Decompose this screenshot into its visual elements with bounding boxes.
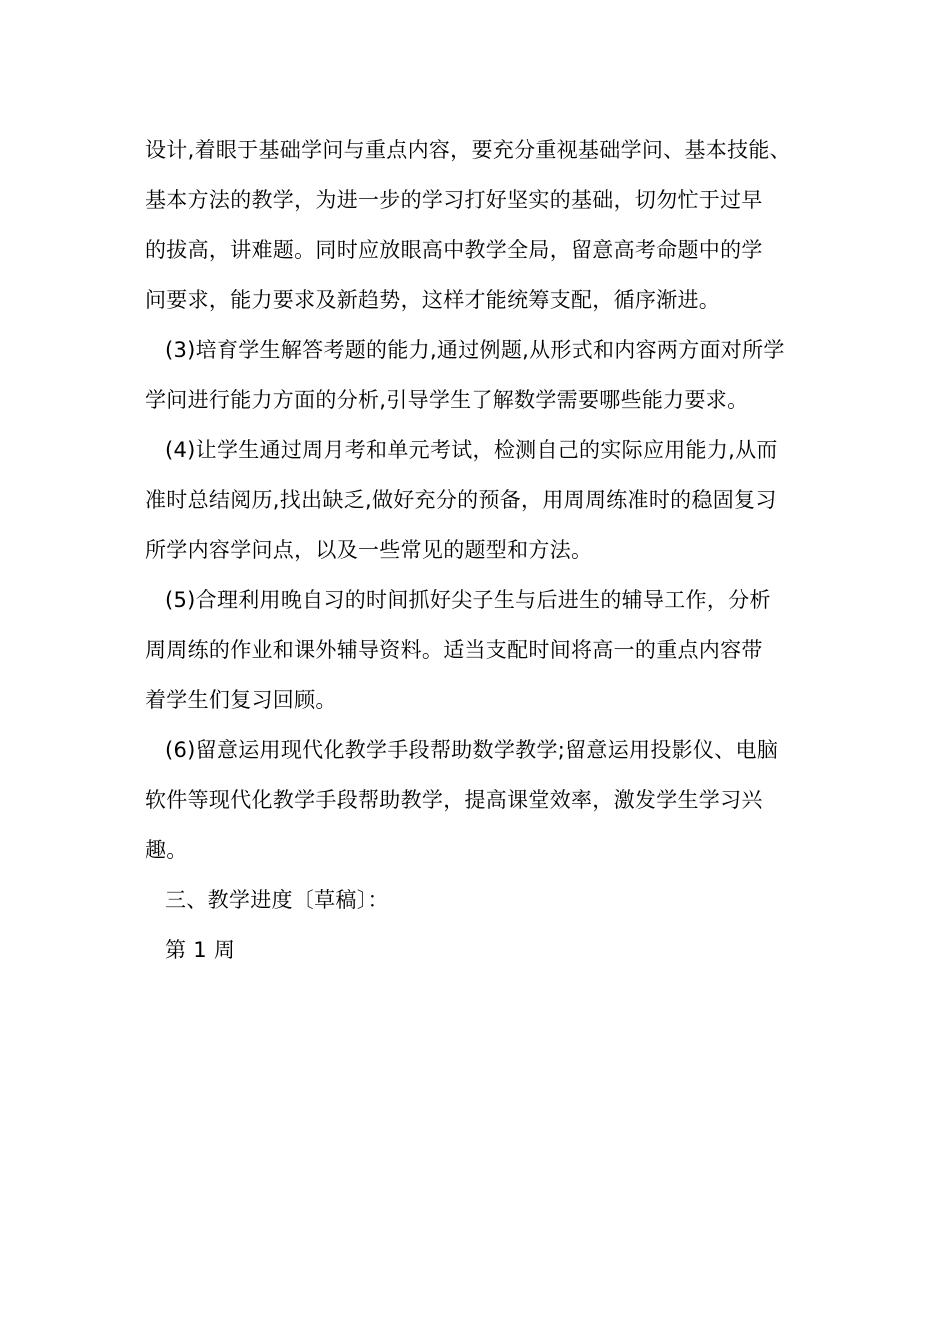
body-text-line: 学问进行能力方面的分析,引导学生了解数学需要哪些能力要求。 xyxy=(145,388,749,412)
body-text-line: 问要求，能力要求及新趋势，这样才能统筹支配，循序渐进。 xyxy=(145,288,721,312)
body-text-line: (3)培育学生解答考题的能力,通过例题,从形式和内容两方面对所学 xyxy=(165,338,785,362)
body-text-line: 准时总结阅历,找出缺乏,做好充分的预备，用周周练准时的稳固复习 xyxy=(145,488,777,512)
body-text-line: 趣。 xyxy=(145,838,188,862)
body-text-line: (5)合理利用晚自习的时间抓好尖子生与后进生的辅导工作，分析 xyxy=(165,588,771,612)
week-label: 第 1 周 xyxy=(165,938,236,962)
body-text-line: 所学内容学问点，以及一些常见的题型和方法。 xyxy=(145,538,593,562)
body-text-line: 周周练的作业和课外辅导资料。适当支配时间将高一的重点内容带 xyxy=(145,638,763,662)
body-text-line: (4)让学生通过周月考和单元考试，检测自己的实际应用能力,从而 xyxy=(165,438,778,462)
body-text-line: 的拔高，讲难题。同时应放眼高中教学全局，留意高考命题中的学 xyxy=(145,238,763,262)
body-text-line: 设计,着眼于基础学问与重点内容，要充分重视基础学问、基本技能、 xyxy=(145,138,791,162)
body-text-line: (6)留意运用现代化教学手段帮助数学教学;留意运用投影仪、电脑 xyxy=(165,738,779,762)
body-text-line: 着学生们复习回顾。 xyxy=(145,688,337,712)
section-heading: 三、教学进度〔草稿〕： xyxy=(165,888,389,912)
body-text-line: 基本方法的教学，为进一步的学习打好坚实的基础，切勿忙于过早 xyxy=(145,188,763,212)
body-text-line: 软件等现代化教学手段帮助教学，提高课堂效率，激发学生学习兴 xyxy=(145,788,763,812)
